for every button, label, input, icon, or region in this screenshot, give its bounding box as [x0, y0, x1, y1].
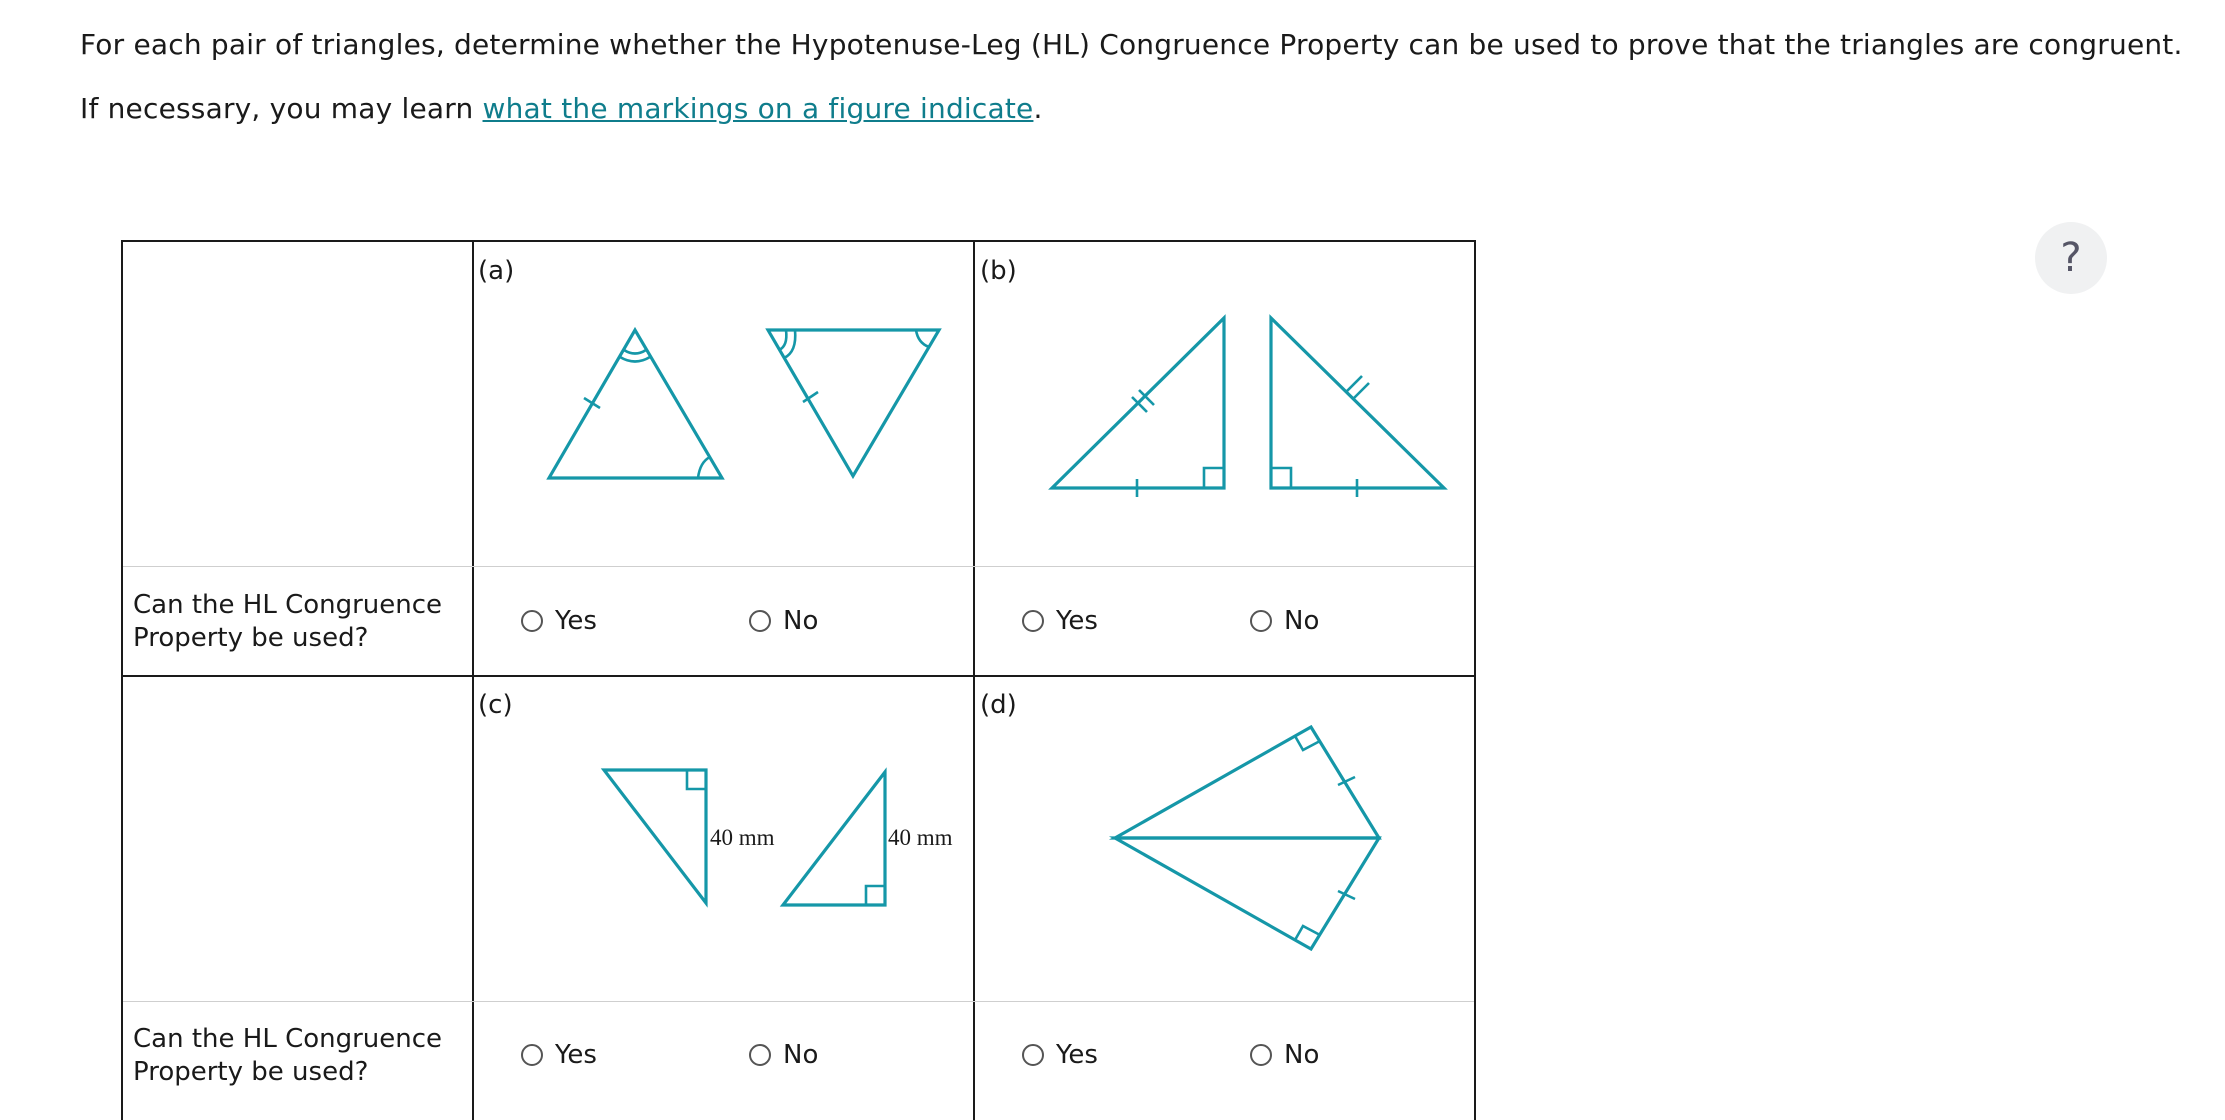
radio-label: No: [1284, 606, 1320, 636]
instruction-text: For each pair of triangles, determine whether the Hypotenuse-Leg (HL) Congruence Property can be used to prove that the triangles are congruent.: [80, 28, 2183, 61]
question-mark-icon: ?: [2060, 235, 2082, 281]
markings-help-link[interactable]: what the markings on a figure indicate: [482, 92, 1034, 125]
measure-left: 40 mm: [710, 825, 775, 850]
cell-label-b: (b): [980, 256, 1017, 286]
radio-label: Yes: [1056, 606, 1098, 636]
triangle-d-bottom: [1115, 838, 1379, 949]
radio-label: No: [783, 606, 819, 636]
cell-label-d: (d): [980, 690, 1017, 720]
instruction-suffix: .: [1033, 92, 1043, 125]
radio-label: Yes: [1056, 1040, 1098, 1070]
measure-right: 40 mm: [888, 825, 953, 850]
radio-label: No: [783, 1040, 819, 1070]
radio-label: Yes: [555, 1040, 597, 1070]
triangle-d-top: [1115, 727, 1379, 838]
question-label: Can the HL Congruence Property be used?: [133, 590, 443, 653]
cell-label-a: (a): [478, 256, 515, 286]
question-label: Can the HL Congruence Property be used?: [133, 1024, 443, 1087]
radio-label: No: [1284, 1040, 1320, 1070]
cell-label-c: (c): [478, 690, 513, 720]
instruction-prefix: If necessary, you may learn: [80, 92, 483, 125]
radio-label: Yes: [555, 606, 597, 636]
